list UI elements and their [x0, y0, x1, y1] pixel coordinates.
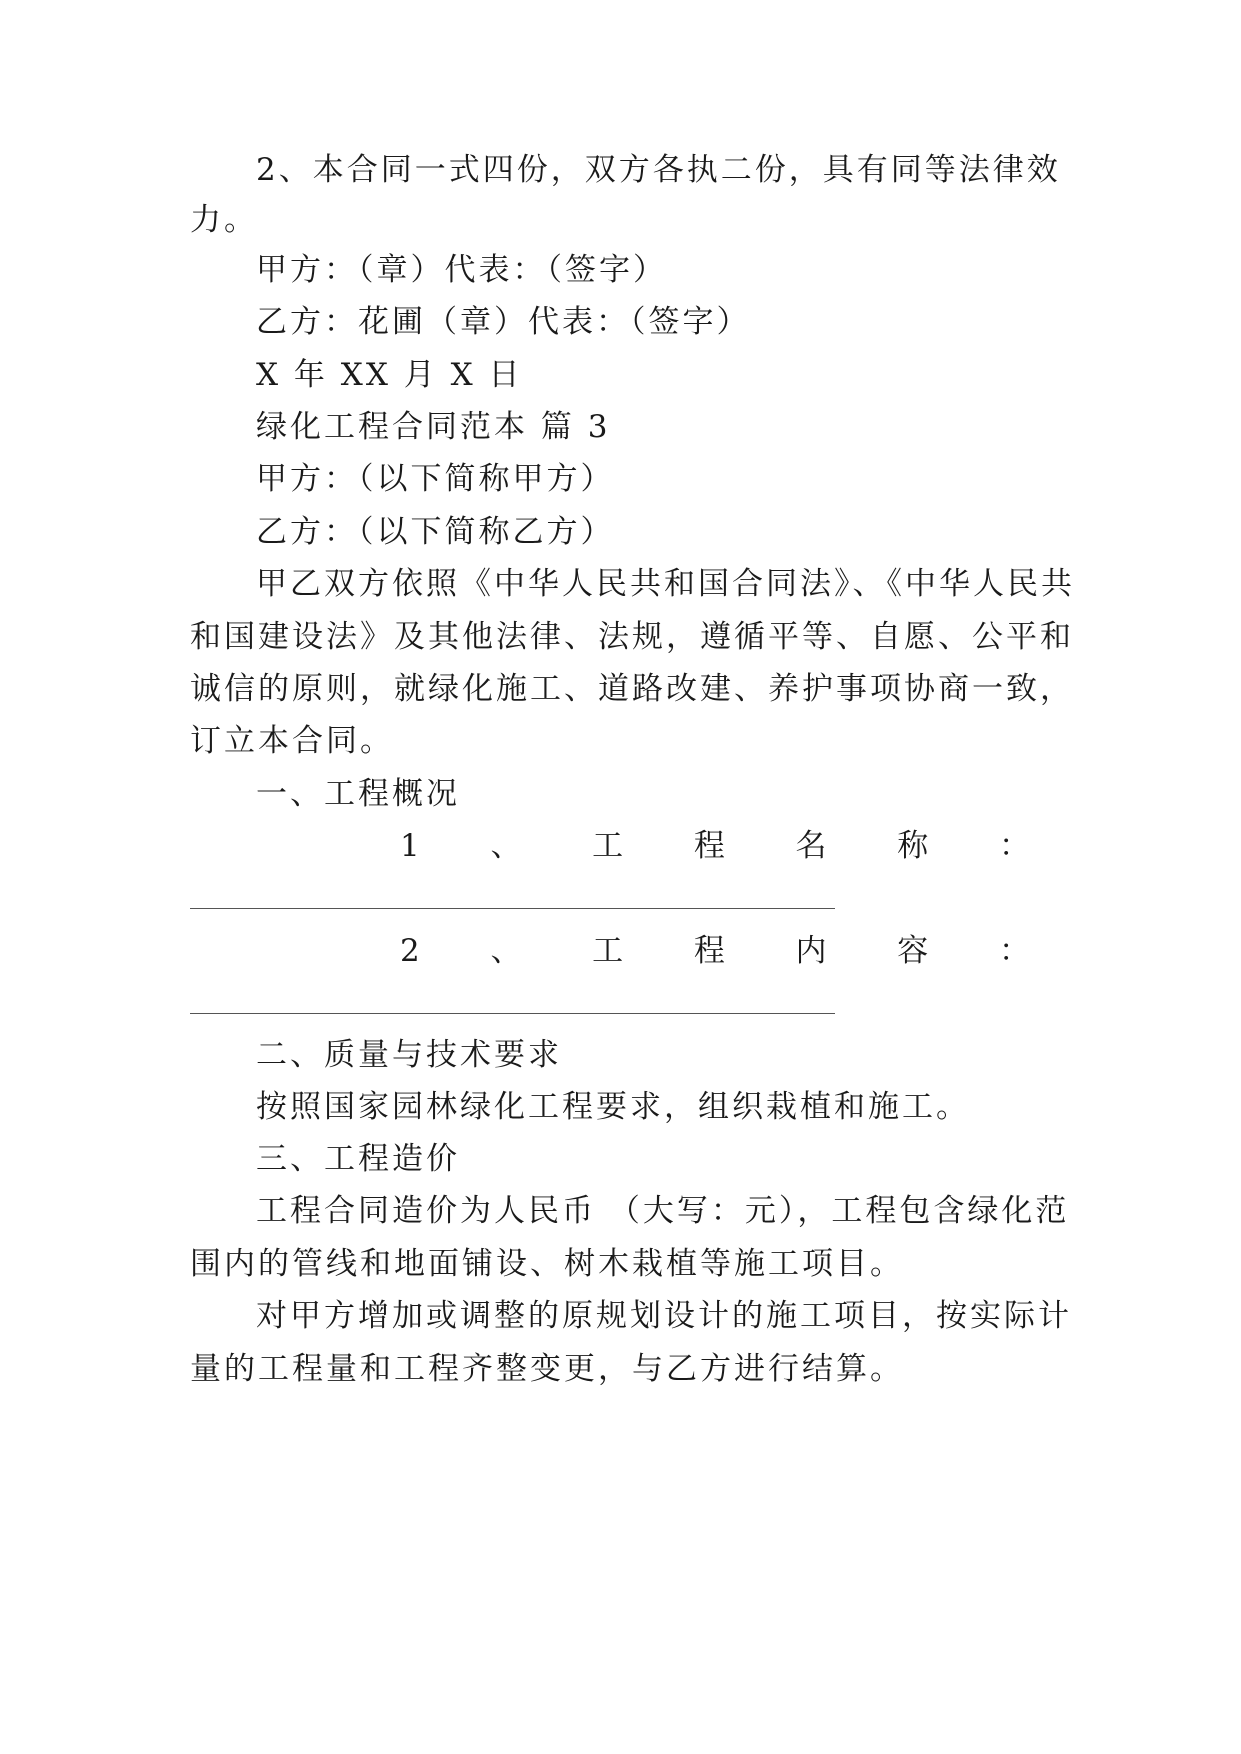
- signature-party-b: 乙方：花圃（章）代表：（签字）: [256, 304, 751, 340]
- fill-in-underline: [190, 908, 835, 909]
- party-a-line: 甲方：（以下简称甲方）: [256, 461, 615, 497]
- paragraph-line: 对甲方增加或调整的原规划设计的施工项目，按实际计: [256, 1298, 1072, 1334]
- item-char: 工: [592, 933, 624, 969]
- item-char: 程: [693, 933, 725, 969]
- item-char: 1: [400, 828, 420, 864]
- item-project-name: [400, 824, 1030, 868]
- item-char: 名: [795, 828, 827, 864]
- item-char: 内: [795, 933, 827, 969]
- paragraph-line: 围内的管线和地面铺设、树木栽植等施工项目。: [190, 1246, 904, 1282]
- item-char: 容: [897, 933, 929, 969]
- item-char: 程: [693, 828, 725, 864]
- heading-project-overview: 一、工程概况: [256, 776, 460, 812]
- item-project-content: [400, 929, 1030, 973]
- paragraph-line: 诚信的原则，就绿化施工、道路改建、养护事项协商一致，: [190, 671, 1074, 707]
- paragraph-line: 工程合同造价为人民币 （大写：元），工程包含绿化范: [256, 1193, 1070, 1229]
- paragraph-line: 量的工程量和工程齐整变更，与乙方进行结算。: [190, 1351, 904, 1387]
- heading-quality: 二、质量与技术要求: [256, 1037, 562, 1073]
- item-char: ：: [998, 933, 1030, 969]
- paragraph-line: 甲乙双方依照《中华人民共和国合同法》、《中华人民共: [256, 566, 1075, 602]
- item-char: 、: [490, 933, 522, 969]
- item-char: 2: [400, 933, 420, 969]
- paragraph-line: 按照国家园林绿化工程要求，组织栽植和施工。: [256, 1089, 970, 1125]
- fill-in-underline: [190, 1013, 835, 1014]
- item-char: ：: [998, 828, 1030, 864]
- item-char: 、: [490, 828, 522, 864]
- item-char: 称: [897, 828, 929, 864]
- paragraph-line: 订立本合同。: [190, 723, 394, 759]
- paragraph-line: 2、本合同一式四份，双方各执二份，具有同等法律效: [256, 152, 1061, 188]
- paragraph-line: 和国建设法》及其他法律、法规，遵循平等、自愿、公平和: [190, 619, 1074, 655]
- section-title: 绿化工程合同范本 篇 3: [256, 409, 611, 445]
- paragraph-line: 力。: [190, 202, 258, 238]
- party-b-line: 乙方：（以下简称乙方）: [256, 514, 615, 550]
- signature-date: X 年 XX 月 X 日: [256, 357, 523, 393]
- item-char: 工: [592, 828, 624, 864]
- signature-party-a: 甲方：（章）代表：（签字）: [256, 252, 667, 288]
- heading-cost: 三、工程造价: [256, 1141, 460, 1177]
